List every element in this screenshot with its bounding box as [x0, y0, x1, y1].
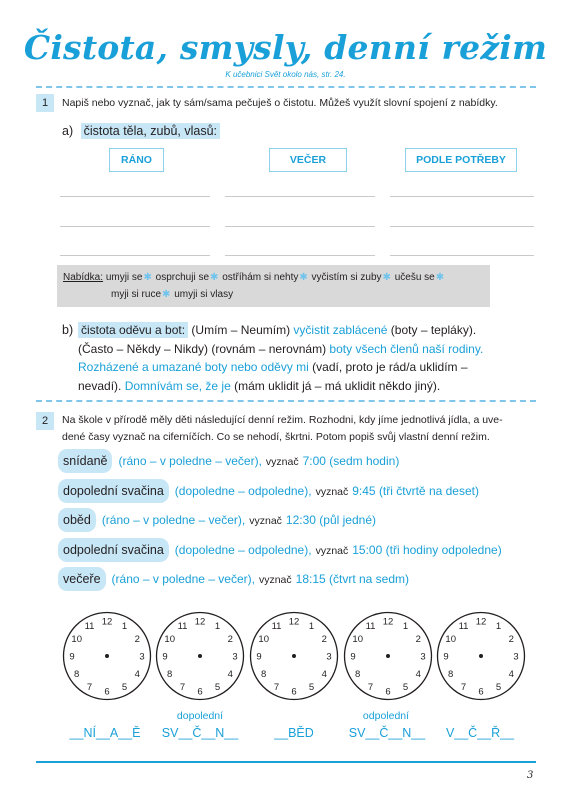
word-puzzle[interactable]: V__Č__Ř__: [445, 726, 515, 740]
offer-item: osprchuji se: [155, 272, 210, 283]
clock-number: 9: [350, 651, 356, 663]
clock-face[interactable]: [155, 611, 245, 701]
clock-number: 9: [69, 651, 75, 663]
task1-a: [62, 124, 220, 138]
clock-number: 6: [104, 686, 110, 698]
section-b-phrase: Domnívám se, že je: [124, 378, 231, 393]
offer-row-2: myji si ruce✱ umyji si vlasy: [111, 289, 234, 300]
meal-options[interactable]: (ráno – v poledne – večer),: [111, 572, 255, 586]
section-b-phrase[interactable]: (boty – tepláky).: [387, 323, 477, 337]
meal-name: snídaně: [58, 449, 112, 473]
write-line[interactable]: [225, 255, 375, 256]
clock-number: 11: [177, 621, 188, 633]
section-b-line: [78, 340, 538, 359]
divider: [36, 400, 536, 402]
task2-instruction-line: Na škole v přírodě měly děti následující denní režim. Rozhodni, kdy jíme jednotlivá jídla, a uve-: [62, 414, 503, 426]
clock-number: 1: [308, 621, 315, 633]
section-b-phrase[interactable]: (Často – Někdy – Nikdy) (rovnám – nerovnám): [78, 341, 330, 356]
word-puzzle[interactable]: SV__Č__N__: [348, 726, 426, 740]
clock-number: 8: [355, 669, 361, 680]
meal-time: 12:30 (půl jedné): [285, 513, 376, 527]
write-line[interactable]: [225, 196, 375, 197]
clock-number: 7: [179, 681, 186, 693]
meal-name: odpolední svačina: [58, 538, 169, 562]
clock-number: 7: [86, 681, 93, 693]
task2-instruction: [62, 412, 542, 446]
clock-number: 3: [326, 651, 332, 663]
clock-number: 12: [101, 616, 113, 628]
word-puzzle[interactable]: SV__Č__N__: [161, 726, 239, 740]
clock-number: 12: [288, 616, 300, 628]
clock-number: 2: [134, 634, 140, 645]
section-b-phrase: vyčistit zablácené: [293, 323, 388, 337]
write-line[interactable]: [60, 255, 210, 256]
offer-item: umyji se: [105, 272, 143, 283]
meal-mark-label: vyznač: [258, 574, 292, 586]
meal-options[interactable]: (dopoledne – odpoledne),: [174, 484, 312, 498]
clock-number: 10: [258, 634, 269, 645]
section-b-marker: b): [62, 323, 74, 337]
write-line[interactable]: [390, 196, 534, 197]
clock-number: 2: [508, 634, 514, 645]
page-subtitle: K učebnici Svět okolo nás, str. 24.: [225, 70, 346, 79]
section-a-label: čistota těla, zubů, vlasů:: [81, 123, 220, 139]
section-b-line: [78, 321, 538, 340]
section-b-line: [78, 377, 538, 396]
column-morning: RÁNO: [109, 148, 164, 172]
hint-afternoon-snack: odpolední: [362, 710, 410, 722]
clock-center-dot: [479, 654, 483, 658]
clock-number: 12: [382, 616, 394, 628]
clock-number: 3: [232, 651, 238, 663]
meal-name: dopolední svačina: [58, 479, 169, 503]
column-evening: VEČER: [269, 148, 347, 172]
section-b-phrase: boty všech členů naší rodiny.: [329, 341, 484, 356]
clock-number: 3: [139, 651, 145, 663]
clock-number: 9: [162, 651, 168, 663]
clock-number: 7: [367, 681, 374, 693]
task1-instruction: Napiš nebo vyznač, jak ty sám/sama pečuješ o čistotu. Můžeš využít slovní spojení z nabídky.: [62, 97, 498, 109]
clock-number: 5: [402, 681, 409, 693]
meal-row: [58, 508, 376, 532]
footer-rule: [36, 761, 536, 763]
write-line[interactable]: [225, 226, 375, 227]
meal-options[interactable]: (ráno – v poledne – večer),: [118, 454, 262, 468]
clock-center-dot: [198, 654, 202, 658]
clock-number: 4: [508, 669, 514, 680]
section-b-label: čistota oděvu a bot:: [78, 322, 188, 338]
divider: [36, 86, 536, 88]
task-number-2: 2: [36, 412, 54, 430]
meal-time: 9:45 (tři čtvrtě na deset): [352, 484, 479, 498]
meal-mark-label: vyznač: [265, 456, 299, 468]
section-b-phrase[interactable]: (Umím – Neumím): [188, 323, 294, 337]
clock-number: 1: [495, 621, 502, 633]
clock-number: 8: [448, 669, 454, 680]
clock-number: 6: [197, 686, 203, 698]
clock-number: 1: [121, 621, 128, 633]
column-as-needed: PODLE POTŘEBY: [405, 148, 517, 172]
offer-label: Nabídka:: [63, 272, 104, 283]
clock-number: 2: [321, 634, 327, 645]
clock-number: 5: [214, 681, 221, 693]
clock-center-dot: [386, 654, 390, 658]
page-number: 3: [527, 770, 534, 781]
clock-number: 4: [227, 669, 233, 680]
meal-mark-label: vyznač: [315, 545, 349, 557]
meal-options[interactable]: (ráno – v poledne – večer),: [101, 513, 246, 527]
page-title: Čistota, smysly, denní režim: [23, 28, 548, 67]
clock-face[interactable]: [249, 611, 339, 701]
offer-box: [57, 265, 490, 307]
clock-number: 9: [256, 651, 262, 663]
section-b-phrase[interactable]: (mám uklidit já – má uklidit někdo jiný).: [230, 378, 441, 393]
task2-instruction-line: dené časy vyznač na ciferníčích. Co se nehodí, škrtni. Potom popiš svůj vlastní denní režim.: [62, 431, 490, 443]
clock-number: 6: [478, 686, 484, 698]
clock-number: 7: [460, 681, 467, 693]
write-line[interactable]: [60, 196, 210, 197]
section-b-text: [78, 321, 538, 395]
clock-number: 5: [495, 681, 502, 693]
meal-mark-label: vyznač: [315, 486, 349, 498]
section-b-phrase: Rozházené a umazané boty nebo oděvy mi: [78, 360, 309, 374]
clock-number: 9: [443, 651, 449, 663]
clock-number: 1: [402, 621, 409, 633]
offer-row-1: Nabídka: umyji se✱ osprchuji se✱ ostříhám si nehty✱ vyčistím si zuby✱ učešu se✱: [63, 272, 445, 283]
write-line[interactable]: [60, 226, 210, 227]
clock-number: 1: [214, 621, 221, 633]
clock-number: 11: [458, 621, 469, 633]
meal-row: [58, 449, 399, 473]
offer-item: ostříhám si nehty: [222, 272, 299, 283]
clock-number: 6: [291, 686, 297, 698]
offer-item: učešu se: [394, 272, 435, 283]
section-b-phrase[interactable]: (vadí, proto je rád/a uklidím –: [308, 360, 468, 374]
section-b-phrase[interactable]: nevadí).: [78, 378, 125, 393]
write-line[interactable]: [390, 226, 534, 227]
clock-number: 11: [365, 621, 376, 633]
clock-number: 2: [415, 634, 421, 645]
meal-row: [58, 479, 479, 503]
meal-options[interactable]: (dopoledne – odpoledne),: [174, 543, 312, 557]
meal-row: [58, 538, 502, 562]
section-b-line: [78, 358, 538, 377]
meal-name: večeře: [58, 567, 106, 591]
clock-face[interactable]: [436, 611, 526, 701]
clock-number: 10: [71, 634, 82, 645]
clock-number: 4: [321, 669, 327, 680]
clock-center-dot: [292, 654, 296, 658]
clock-number: 10: [445, 634, 456, 645]
clock-face[interactable]: [62, 611, 152, 701]
word-puzzle[interactable]: __NÍ__A__Ě: [69, 726, 141, 740]
clock-number: 2: [227, 634, 233, 645]
clock-number: 7: [273, 681, 280, 693]
clock-number: 3: [420, 651, 426, 663]
clock-number: 12: [194, 616, 206, 628]
meal-name: oběd: [58, 508, 96, 532]
clock-number: 3: [513, 651, 519, 663]
clock-number: 4: [415, 669, 421, 680]
clock-number: 10: [164, 634, 175, 645]
task-number-1: 1: [36, 94, 54, 112]
meal-time: 7:00 (sedm hodin): [302, 454, 400, 468]
clock-number: 4: [134, 669, 140, 680]
offer-item: umyji si vlasy: [174, 289, 234, 300]
meal-time: 15:00 (tři hodiny odpoledne): [352, 543, 502, 557]
meal-time: 18:15 (čtvrt na sedm): [295, 572, 410, 586]
meal-mark-label: vyznač: [249, 515, 282, 527]
clock-number: 6: [385, 686, 391, 698]
clock-number: 11: [84, 621, 95, 633]
clock-number: 5: [308, 681, 315, 693]
write-line[interactable]: [390, 255, 534, 256]
clock-center-dot: [105, 654, 109, 658]
meal-row: [58, 567, 409, 591]
clock-number: 5: [121, 681, 128, 693]
hint-morning-snack: dopolední: [176, 710, 224, 722]
offer-item: vyčistím si zuby: [311, 272, 382, 283]
clock-number: 12: [475, 616, 487, 628]
word-puzzle[interactable]: __BĚD: [274, 726, 314, 740]
clock-number: 8: [261, 669, 267, 680]
clock-number: 11: [271, 621, 282, 633]
clock-number: 8: [74, 669, 80, 680]
clock-number: 10: [352, 634, 363, 645]
clock-number: 8: [167, 669, 173, 680]
clock-face[interactable]: [343, 611, 433, 701]
section-a-marker: a): [62, 124, 74, 138]
offer-item: myji si ruce: [111, 289, 162, 300]
